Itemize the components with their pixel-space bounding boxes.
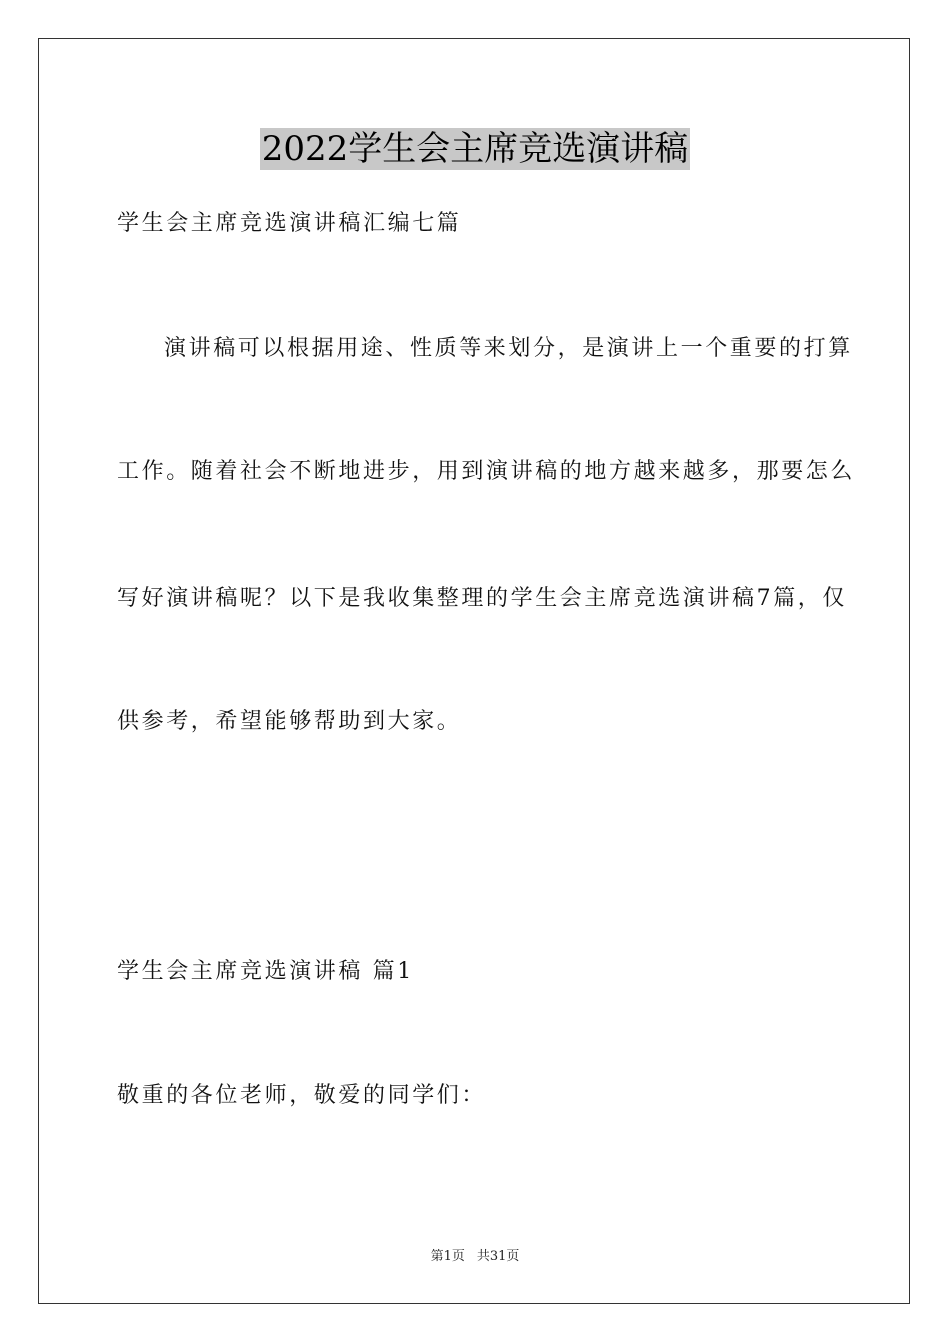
document-subtitle: 学生会主席竞选演讲稿汇编七篇 (117, 211, 462, 236)
intro-line-2: 工作。随着社会不断地进步，用到演讲稿的地方越来越多，那要怎么 (117, 459, 856, 484)
page-footer (0, 1248, 950, 1266)
intro-line-1: 演讲稿可以根据用途、性质等来划分，是演讲上一个重要的打算 (164, 336, 853, 361)
greeting-line: 敬重的各位老师，敬爱的同学们： (117, 1083, 487, 1108)
intro-line-4: 供参考，希望能够帮助到大家。 (117, 709, 462, 734)
page-number: 第1页 (430, 1249, 465, 1264)
section-heading: 学生会主席竞选演讲稿 篇1 (117, 959, 414, 984)
total-pages: 共31页 (476, 1249, 520, 1264)
title-container (0, 128, 950, 170)
intro-line-3: 写好演讲稿呢？以下是我收集整理的学生会主席竞选演讲稿7篇，仅 (117, 586, 847, 611)
document-title: 2022学生会主席竞选演讲稿 (261, 129, 689, 169)
